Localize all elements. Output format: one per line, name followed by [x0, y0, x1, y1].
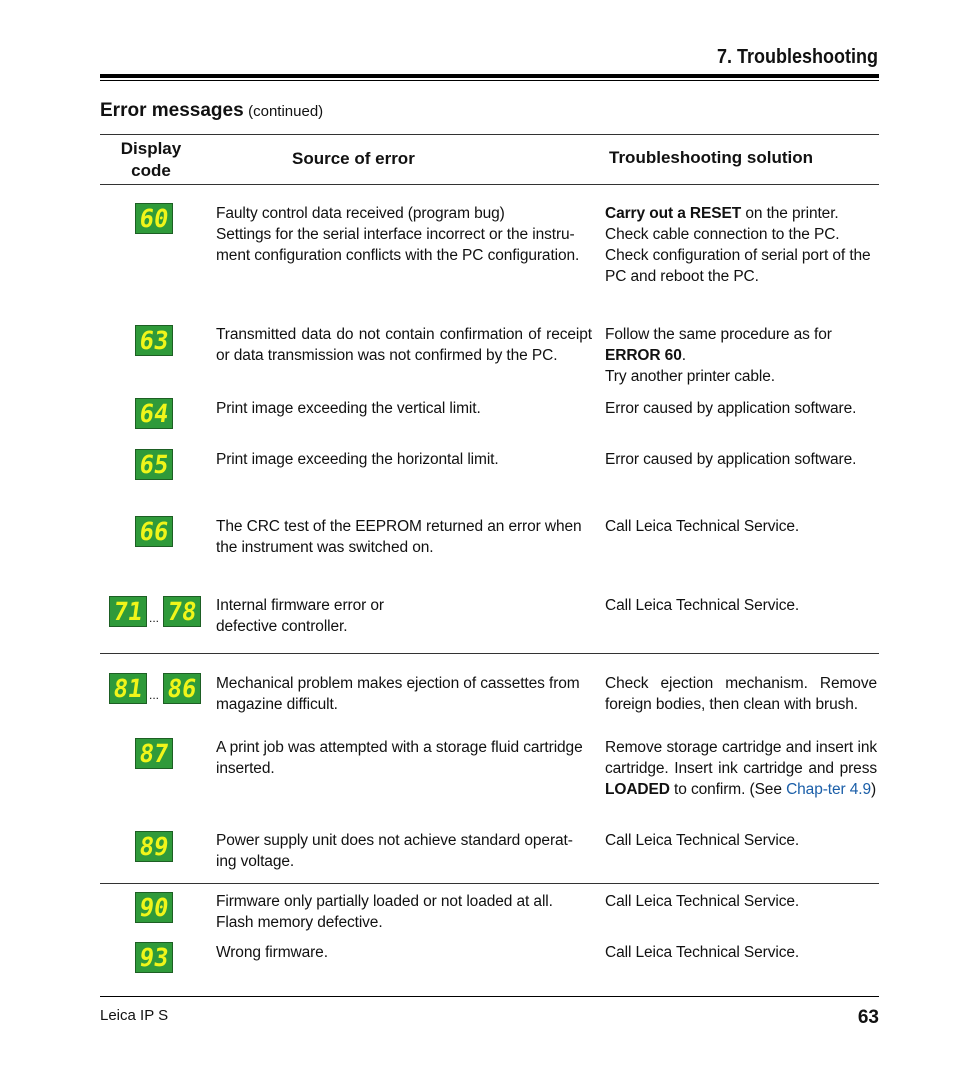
code-digits: 87 — [137, 739, 171, 768]
header-rule-thin — [100, 80, 879, 81]
solution-text: Follow the same procedure as for — [605, 326, 832, 343]
section-subtitle: (continued) — [248, 103, 324, 120]
table-top-rule — [100, 134, 879, 135]
lcd-code — [135, 942, 173, 973]
lcd-code-from — [109, 673, 147, 704]
chapter-title: 7. Troubleshooting — [716, 46, 878, 68]
lcd-code-to — [163, 596, 201, 627]
solution-text: on the printer. Check cable connection to the PC. Check configuration of serial port of the PC and reboot the PC. — [605, 205, 871, 285]
error-solution: Check ejection mechanism. Remove foreign bodies, then clean with brush. — [605, 675, 877, 713]
code-digits: 60 — [137, 204, 171, 233]
error-solution — [605, 203, 877, 287]
header-rule-thick — [100, 74, 879, 78]
group-divider — [100, 883, 879, 884]
error-source: Print image exceeding the horizontal limit. — [216, 451, 499, 468]
header-bottom-rule — [100, 184, 879, 185]
lcd-code-from — [109, 596, 147, 627]
solution-text: to confirm. (See — [669, 781, 787, 798]
page-number: 63 — [857, 1007, 879, 1028]
col-header-display-code: Display code — [120, 139, 182, 180]
footer-product-name: Leica IP S — [100, 1007, 169, 1024]
footer-rule — [100, 996, 879, 997]
col-header-solution: Troubleshooting solution — [609, 148, 813, 167]
lcd-code — [135, 203, 173, 234]
error-source: Faulty control data received (program bug) Settings for the serial interface incorrect or the instru-ment configuration conflicts with the PC configuration. — [216, 205, 580, 264]
code-digits: 90 — [137, 893, 171, 922]
lcd-code — [135, 516, 173, 547]
error-solution: Error caused by application software. — [605, 451, 857, 468]
section-heading — [100, 100, 323, 122]
error-solution — [605, 324, 877, 387]
lcd-code — [135, 892, 173, 923]
code-digits: 89 — [137, 832, 171, 861]
code-digits: 66 — [137, 517, 171, 546]
solution-text: ) — [871, 781, 877, 798]
error-solution: Call Leica Technical Service. — [605, 893, 800, 910]
col-header-source: Source of error — [292, 149, 415, 168]
error-source: Internal firmware error or defective controller. — [216, 597, 384, 635]
error-source: Power supply unit does not achieve standard operat-ing voltage. — [216, 832, 573, 870]
chapter-link[interactable]: Chap-ter 4.9 — [786, 781, 872, 798]
code-digits: 81 — [111, 674, 145, 703]
error-source: The CRC test of the EEPROM returned an error when the instrument was switched on. — [216, 518, 582, 556]
error-solution: Call Leica Technical Service. — [605, 597, 800, 614]
error-source: A print job was attempted with a storage fluid cartridge inserted. — [216, 739, 583, 777]
error-solution: Call Leica Technical Service. — [605, 944, 800, 961]
solution-bold: ERROR 60 — [605, 347, 682, 364]
group-divider — [100, 653, 879, 654]
error-solution: Call Leica Technical Service. — [605, 832, 800, 849]
error-source: Wrong firmware. — [216, 944, 328, 961]
lcd-code — [135, 325, 173, 356]
error-solution — [605, 737, 877, 800]
error-source: Mechanical problem makes ejection of cassettes from magazine difficult. — [216, 675, 580, 713]
lcd-code — [135, 831, 173, 862]
lcd-code — [135, 398, 173, 429]
solution-text: . Try another printer cable. — [605, 347, 775, 385]
code-digits: 93 — [137, 943, 171, 972]
error-solution: Error caused by application software. — [605, 400, 857, 417]
error-source: Firmware only partially loaded or not loaded at all. Flash memory defective. — [216, 893, 553, 931]
code-digits: 86 — [165, 674, 199, 703]
code-digits: 78 — [165, 597, 199, 626]
solution-text: Remove storage cartridge and insert ink cartridge. Insert ink cartridge and press — [605, 739, 877, 777]
lcd-code — [135, 449, 173, 480]
range-separator: ... — [149, 688, 160, 702]
error-solution: Call Leica Technical Service. — [605, 518, 800, 535]
lcd-code-to — [163, 673, 201, 704]
code-digits: 63 — [137, 326, 171, 355]
error-source: Transmitted data do not contain confirmation of receipt or data transmission was not confirmed by the PC. — [216, 326, 592, 364]
solution-bold: Carry out a RESET — [605, 205, 742, 222]
code-digits: 65 — [137, 450, 171, 479]
code-digits: 71 — [111, 597, 145, 626]
range-separator: ... — [149, 611, 160, 625]
code-digits: 64 — [137, 399, 171, 428]
solution-bold: LOADED — [605, 781, 670, 798]
error-source: Print image exceeding the vertical limit. — [216, 400, 481, 417]
section-title: Error messages — [100, 100, 244, 121]
lcd-code — [135, 738, 173, 769]
